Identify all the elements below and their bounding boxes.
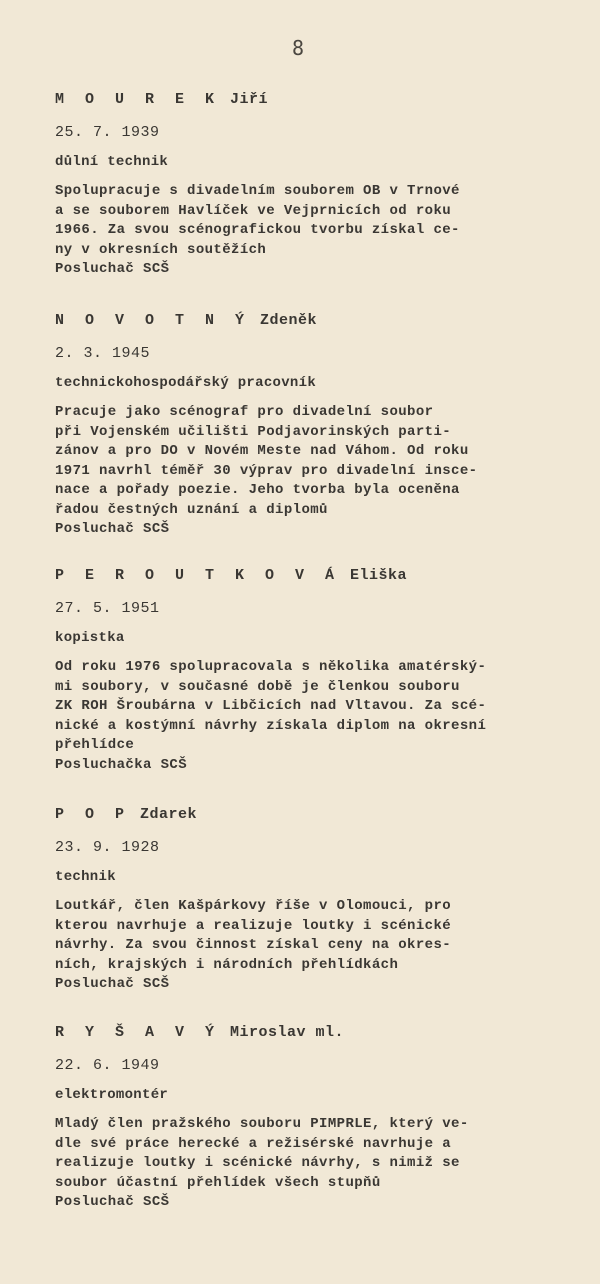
biography	[55, 1115, 575, 1213]
surname: R Y Š A V Ý	[55, 1024, 221, 1041]
biography	[55, 403, 575, 540]
biography-line: 1971 navrhl téměř 30 výprav pro divadelní insce-	[55, 462, 478, 479]
person-entry	[55, 566, 575, 775]
person-name	[55, 1023, 575, 1043]
occupation: technickohospodářský pracovník	[55, 375, 317, 391]
given-name: Zdarek	[140, 806, 198, 823]
given-name: Zdeněk	[260, 312, 318, 329]
role: Posluchač SCŠ	[55, 261, 170, 277]
biography-line: Od roku 1976 spolupracovala s několika amatérský-	[55, 659, 487, 675]
surname: P E R O U T K O V Á	[55, 567, 341, 584]
biography-line: realizuje loutky i scénické návrhy, s nimiž se	[55, 1155, 460, 1171]
biography-line: řadou čestných uznání a diplomů	[55, 501, 328, 518]
birth-date: 25. 7. 1939	[55, 124, 160, 141]
role: Posluchač SCŠ	[55, 1194, 170, 1210]
biography-line: zánov a pro DO v Novém Meste nad Váhom. Od roku	[55, 443, 469, 459]
biography-line: ny v okresních soutěžích	[55, 241, 267, 258]
person-entry	[55, 90, 575, 280]
surname: M O U R E K	[55, 91, 221, 108]
role: Posluchač SCŠ	[55, 521, 170, 537]
birth-date: 23. 9. 1928	[55, 839, 160, 856]
person-name	[55, 805, 575, 825]
biography	[55, 658, 575, 775]
biography-line: Loutkář, člen Kašpárkovy říše v Olomouci, pro	[55, 898, 452, 914]
birth-date: 2. 3. 1945	[55, 345, 151, 362]
occupation: technik	[55, 869, 116, 885]
biography-line: 1966. Za svou scénografickou tvorbu získal ce-	[55, 222, 460, 238]
person-entry	[55, 311, 575, 540]
biography-line: dle své práce herecké a režisérské navrhuje a	[55, 1135, 452, 1152]
given-name: Jiří	[230, 91, 269, 108]
birth-date: 22. 6. 1949	[55, 1057, 160, 1074]
given-name: Miroslav ml.	[230, 1024, 345, 1041]
biography-line: návrhy. Za svou činnost získal ceny na okres-	[55, 937, 452, 953]
biography	[55, 897, 575, 995]
biography-line: mi soubory, v současné době je členkou souboru	[55, 678, 460, 695]
biography-line: ních, krajských i národních přehlídkách	[55, 956, 399, 973]
occupation: důlní technik	[55, 154, 169, 170]
surname: N O V O T N Ý	[55, 312, 251, 329]
biography-line: Spolupracuje s divadelním souborem OB v Trnové	[55, 183, 460, 199]
biography-line: a se souborem Havlíček ve Vejprnicích od roku	[55, 202, 452, 219]
person-entry	[55, 1023, 575, 1213]
biography-line: Mladý člen pražského souboru PIMPRLE, který ve-	[55, 1116, 469, 1132]
role: Posluchač SCŠ	[55, 976, 170, 992]
occupation: kopistka	[55, 630, 125, 646]
biography-line: Pracuje jako scénograf pro divadelní soubor	[55, 404, 434, 420]
biography-line: při Vojenském učilišti Podjavorinských parti-	[55, 423, 452, 440]
occupation: elektromontér	[55, 1087, 169, 1103]
surname: P O P	[55, 806, 131, 823]
biography-line: nace a pořady poezie. Jeho tvorba byla oceněna	[55, 482, 460, 498]
person-entry	[55, 805, 575, 995]
person-name	[55, 311, 575, 331]
birth-date: 27. 5. 1951	[55, 600, 160, 617]
person-name	[55, 90, 575, 110]
role: Posluchačka SCŠ	[55, 756, 188, 773]
biography-line: nické a kostýmní návrhy získala diplom na okresní	[55, 717, 487, 734]
page-number: 8	[292, 36, 305, 60]
biography-line: kterou navrhuje a realizuje loutky i scénické	[55, 917, 452, 934]
person-name	[55, 566, 575, 586]
given-name: Eliška	[350, 567, 408, 584]
biography-line: soubor účastní přehlídek všech stupňů	[55, 1174, 381, 1191]
biography-line: ZK ROH Šroubárna v Libčicích nad Vltavou. Za scé-	[55, 698, 487, 714]
biography-line: přehlídce	[55, 737, 135, 753]
biography	[55, 182, 575, 280]
